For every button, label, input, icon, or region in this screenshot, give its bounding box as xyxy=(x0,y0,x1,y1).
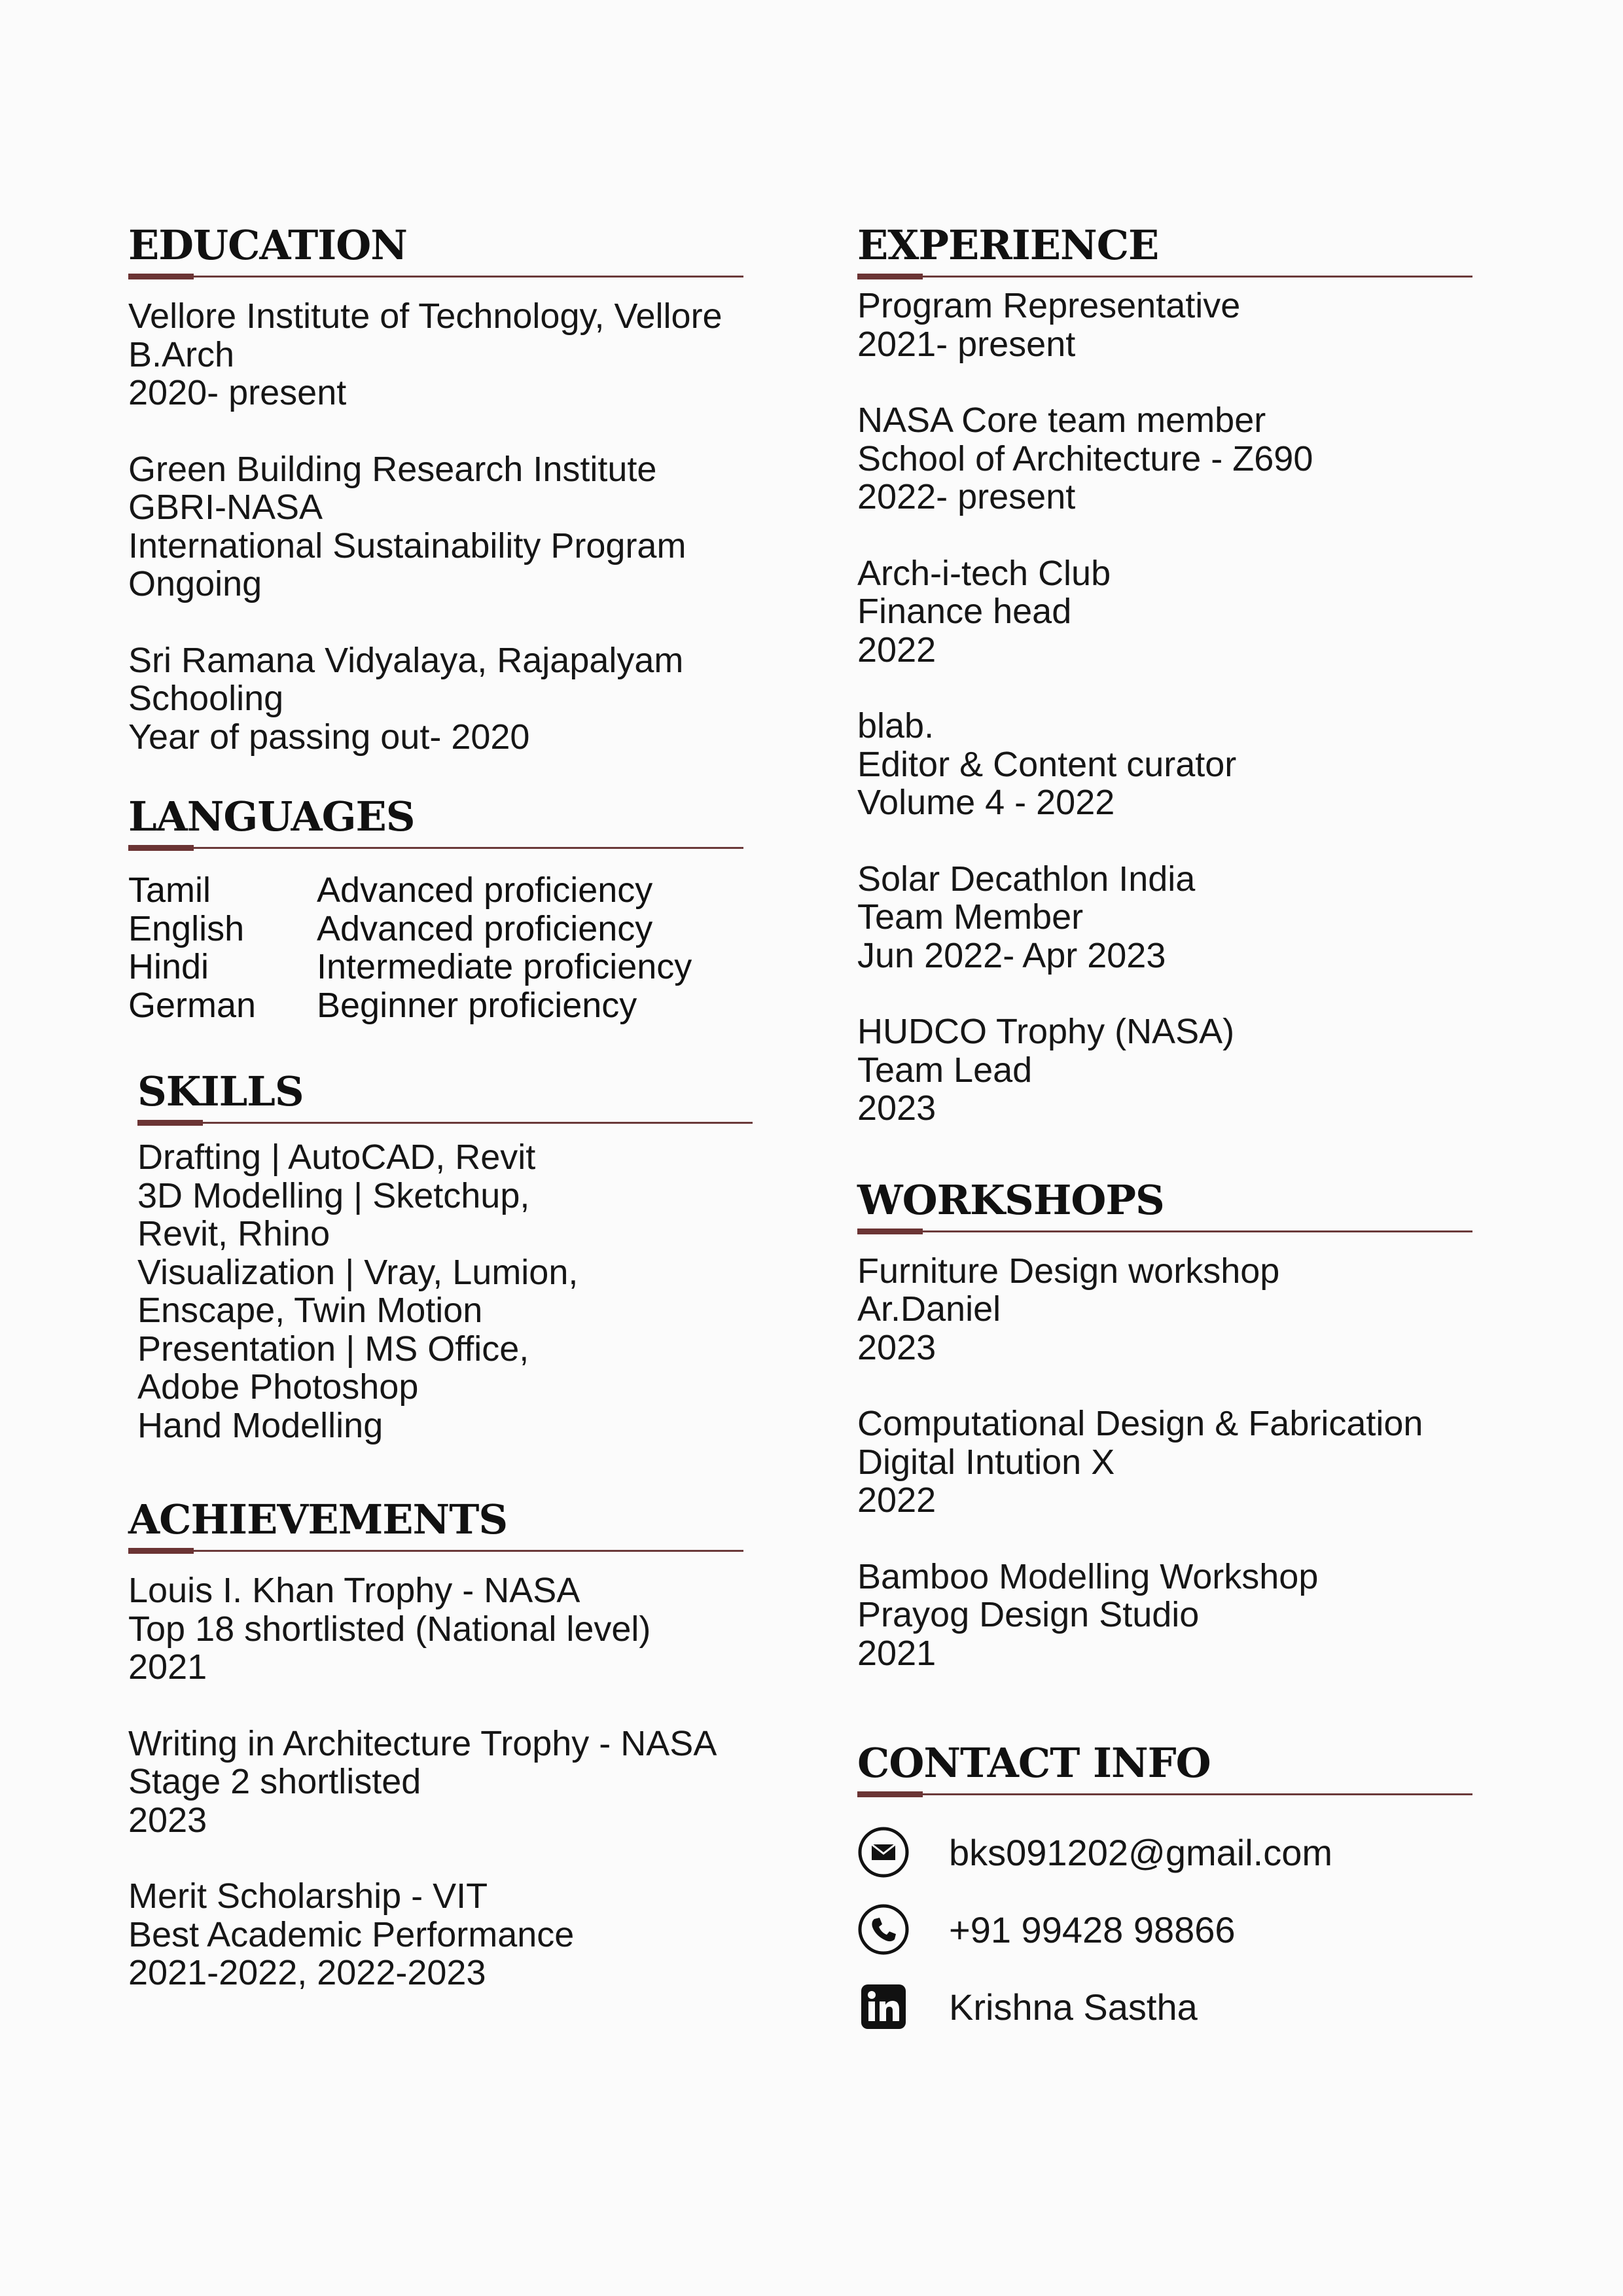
skill-line: 3D Modelling | Sketchup, xyxy=(137,1175,530,1215)
language-name: Hindi xyxy=(128,947,209,986)
section-divider xyxy=(128,845,743,850)
experience-entry xyxy=(857,554,1512,670)
skill-line: Hand Modelling xyxy=(137,1405,383,1445)
workshop-entry xyxy=(857,1252,1512,1367)
entry-line: 2020- present xyxy=(128,373,347,412)
workshops-section xyxy=(857,1177,1512,1673)
entry-line: Arch-i-tech Club xyxy=(857,553,1111,593)
languages-heading: LANGUAGES xyxy=(128,793,415,840)
linkedin-icon xyxy=(857,1981,910,2033)
education-entries xyxy=(128,297,783,756)
achievement-entry xyxy=(128,1571,783,1687)
entry-line: Stage 2 shortlisted xyxy=(128,1762,421,1801)
skill-line: Enscape, Twin Motion xyxy=(137,1291,483,1330)
entry-line: 2023 xyxy=(128,1800,207,1840)
entry-line: Finance head xyxy=(857,592,1072,631)
entry-line: GBRI-NASA xyxy=(128,488,323,527)
entry-line: 2022 xyxy=(857,630,936,670)
section-divider xyxy=(137,1120,753,1125)
entry-line: Ongoing xyxy=(128,564,262,603)
entry-line: Sri Ramana Vidyalaya, Rajapalyam xyxy=(128,640,684,680)
education-section xyxy=(128,223,783,756)
workshop-entry xyxy=(857,1405,1512,1520)
language-level: Advanced proficiency xyxy=(317,908,653,948)
email-icon xyxy=(857,1826,910,1878)
entry-line: 2023 xyxy=(857,1327,936,1367)
experience-entry xyxy=(857,1013,1512,1128)
language-level: Beginner proficiency xyxy=(317,985,637,1025)
experience-entry xyxy=(857,287,1512,363)
entry-line: Ar.Daniel xyxy=(857,1289,1001,1329)
language-row xyxy=(128,948,783,986)
achievements-section xyxy=(128,1497,783,1992)
entry-line: 2023 xyxy=(857,1088,936,1128)
entry-line: School of Architecture - Z690 xyxy=(857,439,1313,478)
entry-line: Writing in Architecture Trophy - NASA xyxy=(128,1723,717,1763)
linkedin-text[interactable]: Krishna Sastha xyxy=(949,1986,1198,2028)
achievement-entry xyxy=(128,1877,783,1992)
section-divider xyxy=(128,274,743,279)
contact-heading: CONTACT INFO xyxy=(857,1739,1211,1787)
entry-line: International Sustainability Program xyxy=(128,526,687,565)
phone-text[interactable]: +91 99428 98866 xyxy=(949,1909,1236,1950)
contact-list xyxy=(857,1814,1512,2045)
entry-line: B.Arch xyxy=(128,334,235,374)
contact-section xyxy=(857,1740,1512,2045)
skill-line: Presentation | MS Office, xyxy=(137,1329,529,1369)
skills-section xyxy=(137,1069,792,1444)
languages-list xyxy=(128,871,783,1024)
language-row xyxy=(128,910,783,948)
entry-line: 2022 xyxy=(857,1480,936,1520)
skill-line: Visualization | Vray, Lumion, xyxy=(137,1252,579,1292)
experience-entry xyxy=(857,401,1512,516)
contact-email[interactable] xyxy=(857,1814,1512,1891)
entry-line: 2021 xyxy=(128,1647,207,1687)
experience-entry xyxy=(857,707,1512,822)
workshops-heading: WORKSHOPS xyxy=(857,1175,1164,1224)
section-divider xyxy=(857,274,1472,279)
entry-line: 2022- present xyxy=(857,477,1076,516)
entry-line: Year of passing out- 2020 xyxy=(128,717,530,757)
entry-line: Schooling xyxy=(128,679,284,718)
education-entry xyxy=(128,297,783,412)
entry-line: blab. xyxy=(857,706,935,745)
entry-line: 2021 xyxy=(857,1633,936,1673)
entry-line: Vellore Institute of Technology, Vellore xyxy=(128,296,722,336)
entry-line: Team Member xyxy=(857,897,1084,937)
entry-line: Team Lead xyxy=(857,1050,1033,1090)
languages-section xyxy=(128,794,783,1024)
language-name: German xyxy=(128,985,257,1025)
entry-line: Program Representative xyxy=(857,286,1241,325)
skill-line: Revit, Rhino xyxy=(137,1214,330,1253)
skills-heading: SKILLS xyxy=(137,1067,304,1115)
education-entry xyxy=(128,450,783,603)
language-name: English xyxy=(128,908,245,948)
entry-line: Computational Design & Fabrication xyxy=(857,1404,1423,1443)
workshops-entries xyxy=(857,1252,1512,1673)
skill-line: Drafting | AutoCAD, Revit xyxy=(137,1138,536,1177)
language-name: Tamil xyxy=(128,870,211,910)
entry-line: HUDCO Trophy (NASA) xyxy=(857,1012,1235,1051)
contact-linkedin[interactable] xyxy=(857,1968,1512,2045)
experience-entry xyxy=(857,860,1512,975)
entry-line: Volume 4 - 2022 xyxy=(857,783,1115,822)
entry-line: Best Academic Performance xyxy=(128,1914,575,1954)
phone-icon xyxy=(857,1903,910,1956)
skill-line: Adobe Photoshop xyxy=(137,1367,419,1407)
achievements-entries xyxy=(128,1571,783,1992)
language-level: Advanced proficiency xyxy=(317,870,653,910)
achievement-entry xyxy=(128,1725,783,1840)
language-row xyxy=(128,986,783,1025)
section-divider xyxy=(857,1229,1472,1234)
entry-line: Digital Intution X xyxy=(857,1442,1115,1482)
section-divider xyxy=(128,1548,743,1553)
experience-entries xyxy=(857,287,1512,1128)
entry-line: Solar Decathlon India xyxy=(857,859,1196,899)
section-divider xyxy=(857,1791,1472,1797)
entry-line: NASA Core team member xyxy=(857,401,1266,440)
entry-line: Editor & Content curator xyxy=(857,744,1237,784)
entry-line: Merit Scholarship - VIT xyxy=(128,1876,488,1916)
achievements-heading: ACHIEVEMENTS xyxy=(128,1496,508,1543)
experience-heading: EXPERIENCE xyxy=(857,221,1159,269)
entry-line: Louis I. Khan Trophy - NASA xyxy=(128,1571,580,1610)
contact-phone[interactable] xyxy=(857,1891,1512,1968)
skills-list xyxy=(137,1138,792,1444)
email-text[interactable]: bks091202@gmail.com xyxy=(949,1831,1333,1873)
entry-line: Bamboo Modelling Workshop xyxy=(857,1556,1319,1596)
entry-line: Furniture Design workshop xyxy=(857,1251,1280,1291)
education-entry xyxy=(128,641,783,757)
entry-line: 2021-2022, 2022-2023 xyxy=(128,1953,486,1992)
entry-line: Prayog Design Studio xyxy=(857,1595,1200,1634)
left-column xyxy=(128,223,783,1992)
experience-section xyxy=(857,223,1512,1128)
workshop-entry xyxy=(857,1558,1512,1673)
language-row xyxy=(128,871,783,910)
language-level: Intermediate proficiency xyxy=(317,947,692,986)
entry-line: Jun 2022- Apr 2023 xyxy=(857,935,1166,975)
education-heading: EDUCATION xyxy=(128,221,407,269)
right-column xyxy=(857,223,1512,2045)
entry-line: Top 18 shortlisted (National level) xyxy=(128,1609,651,1649)
entry-line: Green Building Research Institute xyxy=(128,449,657,489)
entry-line: 2021- present xyxy=(857,324,1076,364)
